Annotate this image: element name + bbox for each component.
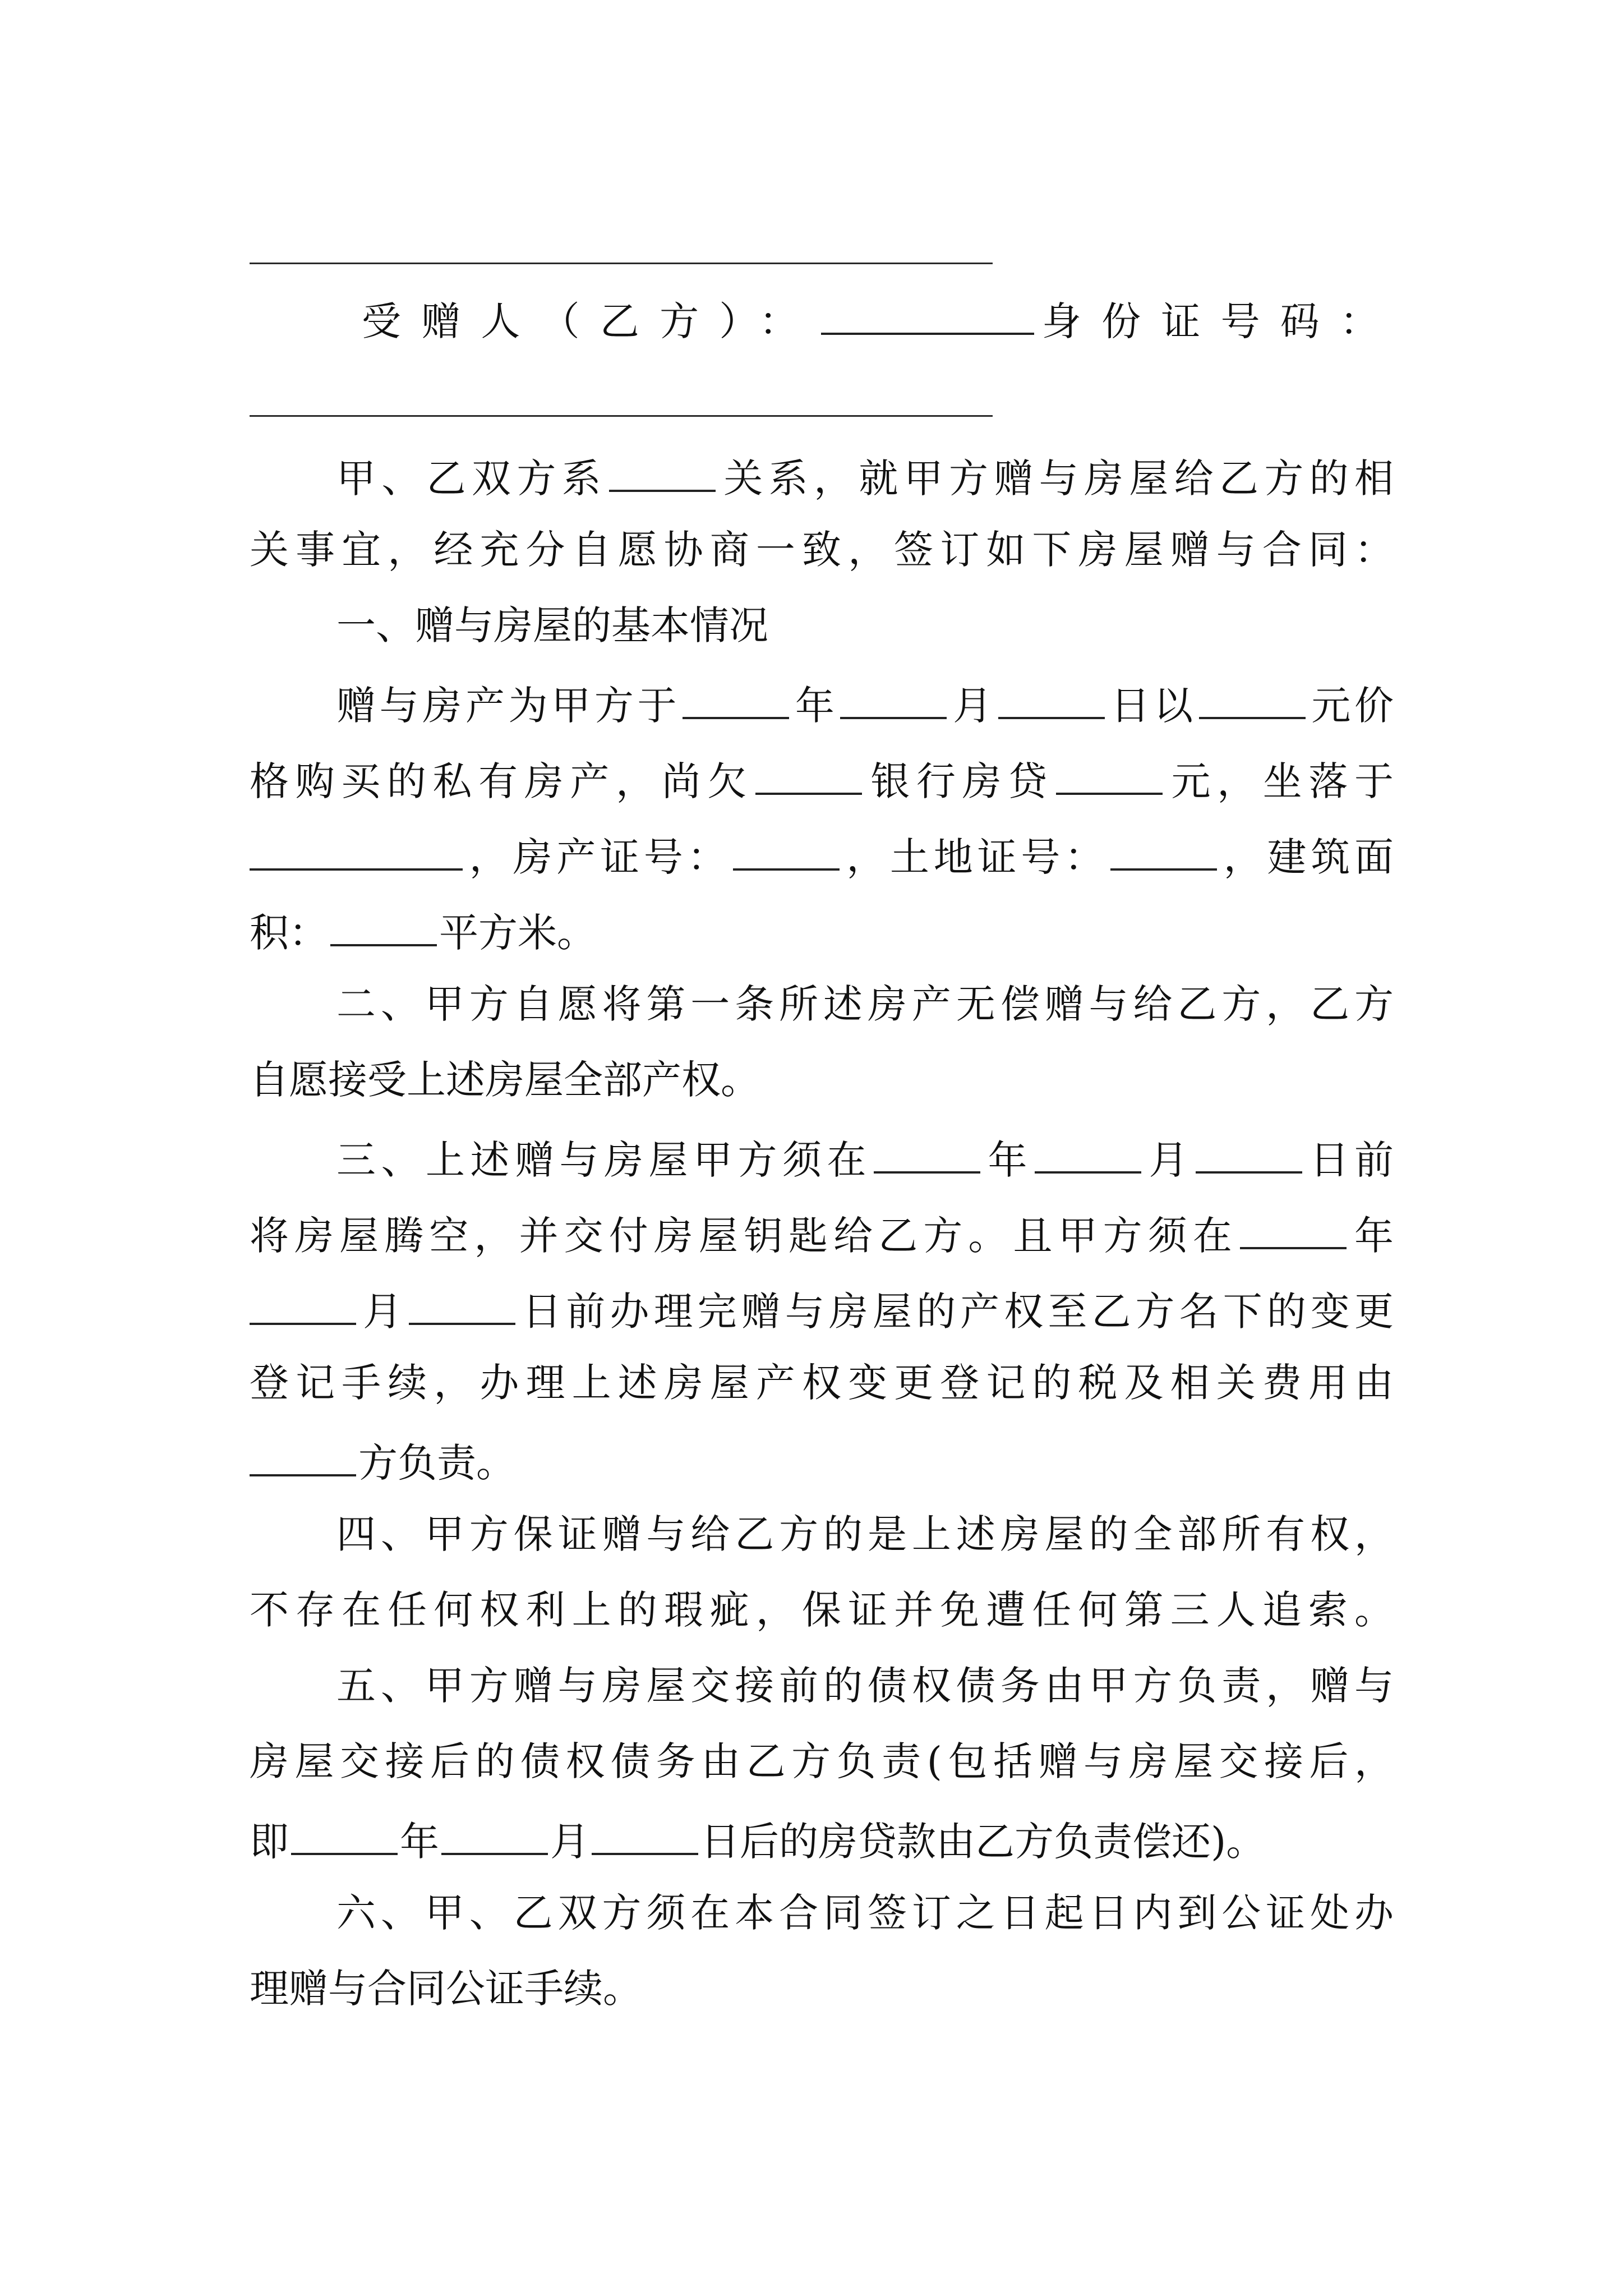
clause-text: ，建筑面 — [1219, 834, 1394, 880]
section-4-line-1 — [336, 1511, 1394, 1557]
recipient-line — [362, 297, 1394, 344]
blank-rule-top — [250, 263, 993, 264]
clause-text: ，房产证号： — [465, 834, 731, 880]
section-1-line-4 — [250, 909, 1394, 956]
clause-text: 银行房贷 — [864, 758, 1054, 804]
section-6-line-1 — [336, 1890, 1394, 1936]
section-1-line-1 — [336, 682, 1394, 729]
clause-text: 房屋交接后的债权债务由乙方负责(包括赠与房屋交接后， — [250, 1738, 1394, 1784]
year-blank — [291, 1818, 398, 1855]
clause-text: 方负责。 — [358, 1440, 515, 1486]
section-3-line-1 — [336, 1136, 1394, 1183]
clause-text: 理赠与合同公证手续。 — [250, 1966, 642, 2012]
blank-rule-id — [250, 415, 993, 417]
section-6-line-2 — [250, 1966, 1394, 2012]
clause-text: 积： — [250, 910, 328, 956]
clause-text: 日后的房贷款由乙方负责偿还)。 — [700, 1819, 1266, 1865]
clause-text: 将房屋腾空，并交付房屋钥匙给乙方。且甲方须在 — [250, 1213, 1238, 1259]
clause-text: 三、上述赠与房屋甲方须在 — [336, 1137, 872, 1183]
clause-text: 日前 — [1304, 1137, 1394, 1183]
day-blank — [1196, 1136, 1302, 1174]
month-blank — [840, 682, 947, 719]
intro-text: 甲、乙双方系 — [336, 455, 607, 501]
clause-text: 赠与房产为甲方于 — [336, 683, 681, 729]
clause-text: 六、甲、乙双方须在本合同签订之日起日内到公证处办 — [336, 1890, 1394, 1936]
clause-text: 不存在任何权利上的瑕疵，保证并免遭任何第三人追索。 — [250, 1587, 1394, 1633]
month-blank — [1035, 1136, 1141, 1174]
section-heading: 一、赠与房屋的基本情况 — [336, 602, 768, 648]
property-cert-blank — [733, 833, 840, 871]
section-2-line-2 — [250, 1057, 1394, 1103]
clause-text: 自愿接受上述房屋全部产权。 — [250, 1057, 760, 1103]
intro-line-2 — [250, 527, 1394, 573]
clause-text: 月 — [949, 683, 996, 729]
recipient-name-blank — [821, 297, 1034, 335]
clause-text: 元，坐落于 — [1164, 758, 1394, 804]
clause-text: 月 — [358, 1289, 407, 1335]
party-blank — [250, 1439, 356, 1476]
section-5-line-2 — [250, 1738, 1394, 1784]
land-cert-blank — [1110, 833, 1217, 871]
clause-text: ，土地证号： — [842, 834, 1108, 880]
clause-text: 月 — [550, 1819, 589, 1865]
section-1-line-3 — [250, 833, 1394, 880]
clause-text: 五、甲方赠与房屋交接前的债权债务由甲方负责，赠与 — [336, 1663, 1394, 1709]
clause-text: 月 — [1144, 1137, 1193, 1183]
section-3-line-4 — [250, 1360, 1394, 1406]
clause-text: 四、甲方保证赠与给乙方的是上述房屋的全部所有权， — [336, 1511, 1394, 1557]
day-blank — [592, 1818, 698, 1855]
section-3-line-3 — [250, 1287, 1394, 1335]
clause-text: 年 — [791, 683, 838, 729]
clause-text: 年 — [1348, 1213, 1394, 1259]
month-blank — [441, 1818, 548, 1855]
month-blank — [250, 1287, 356, 1325]
recipient-id-label: 身份证号码： — [1036, 298, 1394, 344]
section-1-heading — [336, 602, 1394, 648]
clause-text: 登记手续，办理上述房屋产权变更登记的税及相关费用由 — [250, 1360, 1394, 1406]
location-blank — [250, 833, 463, 871]
intro-text: 关系，就甲方赠与房屋给乙方的相 — [718, 455, 1394, 501]
loan-amount-blank — [1056, 757, 1163, 795]
section-3-line-2 — [250, 1212, 1394, 1259]
clause-text: 日前办理完赠与房屋的产权至乙方名下的变更 — [518, 1289, 1394, 1335]
section-1-line-2 — [250, 757, 1394, 804]
section-5-line-3 — [250, 1818, 1394, 1865]
day-blank — [409, 1287, 515, 1325]
section-2-line-1 — [336, 981, 1394, 1027]
intro-line-1 — [336, 454, 1394, 501]
clause-text: 年 — [983, 1137, 1032, 1183]
section-3-line-5 — [250, 1439, 1394, 1486]
intro-text: 关事宜，经充分自愿协商一致，签订如下房屋赠与合同： — [250, 527, 1394, 573]
price-blank — [1199, 682, 1306, 719]
section-5-line-1 — [336, 1663, 1394, 1709]
clause-text: 年 — [400, 1819, 439, 1865]
clause-text: 日以 — [1106, 683, 1197, 729]
area-blank — [330, 909, 437, 946]
clause-text: 即 — [250, 1819, 289, 1865]
year-blank — [1240, 1212, 1347, 1249]
year-blank — [874, 1136, 980, 1174]
day-blank — [998, 682, 1105, 719]
clause-text: 格购买的私有房产，尚欠 — [250, 758, 753, 804]
clause-text: 元价 — [1307, 683, 1394, 729]
recipient-label: 受赠人（乙方）： — [362, 298, 819, 344]
relation-blank — [609, 454, 716, 492]
clause-text: 平方米。 — [439, 910, 596, 956]
year-blank — [683, 682, 789, 719]
section-4-line-2 — [250, 1587, 1394, 1633]
clause-text: 二、甲方自愿将第一条所述房产无偿赠与给乙方，乙方 — [336, 981, 1394, 1027]
bank-blank — [755, 757, 862, 795]
